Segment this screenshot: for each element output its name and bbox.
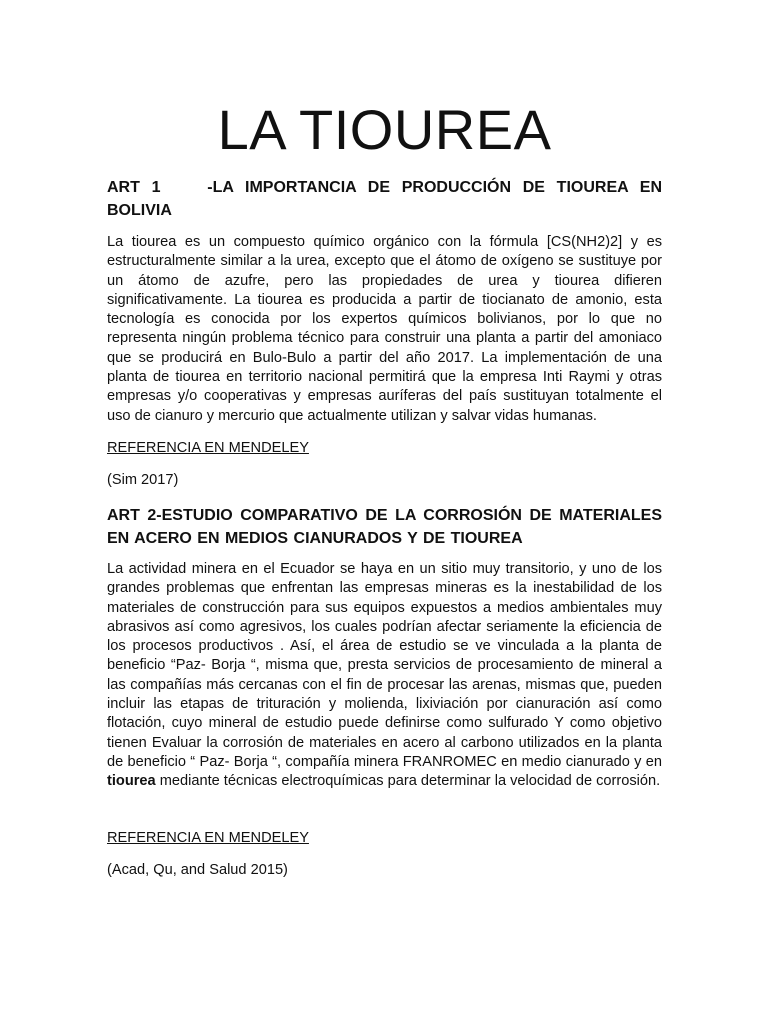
article-1-citation: (Sim 2017) <box>107 471 179 488</box>
article-1-reference-label: REFERENCIA EN MENDELEY <box>107 439 309 456</box>
article-2-body-bold-term: tiourea <box>107 773 156 790</box>
article-2-reference-label: REFERENCIA EN MENDELEY <box>107 829 309 846</box>
article-1-body: La tiourea es un compuesto químico orgánico con la fórmula [CS(NH2)2] y es estructuralmente similar a la urea, excepto que el átomo de oxígeno se sustituye por un átomo de azufre, pero las propiedades de urea y tiourea difieren significativamente. La tiourea es producida a partir de tiocianato de amonio, esta tecnología es conocida por los expertos químicos bolivianos, por lo que no representa ningún problema técnico para construir una planta a partir del amoniaco que se producirá en Bulo-Bulo a partir del año 2017. La implementación de una planta de tiourea en territorio nacional permitirá que la empresa Inti Raymi y otras empresas y/o cooperativas y empresas auríferas del país sustituyan totalmente el uso de cianuro y mercurio que actualmente utilizan y salvar vidas humanas. <box>107 234 662 424</box>
article-2-body-part-2: mediante técnicas electroquímicas para determinar la velocidad de corrosión. <box>155 773 661 790</box>
article-1-heading: ART 1 -LA IMPORTANCIA DE PRODUCCIÓN DE TIOUREA EN BOLIVIA <box>107 179 668 219</box>
article-2-body-part-1: La actividad minera en el Ecuador se haya en un sitio muy transitorio, y uno de los grandes problemas que enfrentan las empresas mineras es la inestabilidad de los materiales de construcción para sus equipos expuestos a medios ambientales muy abrasivos así como agresivos, los cuales podrían afectar seriamente la eficiencia de los procesos productivos . Así, el área de estudio se ve vinculada a la planta de beneficio “Paz- Borja “, misma que, presta servicios de procesamiento de mineral a las compañías más cercanas con el fin de procesar las arenas, mismas que, pueden incluir las etapas de trituración y molienda, lixiviación por cianuración así como flotación, cuyo mineral de estudio puede definirse como sulfurado Y como objetivo tienen Evaluar la corrosión de materiales en acero al carbono utilizados en la planta de beneficio “ Paz- Borja “, compañía minera FRANROMEC en medio cianurado y en <box>107 560 662 770</box>
article-2-body <box>107 560 662 792</box>
article-2-citation: (Acad, Qu, and Salud 2015) <box>107 861 288 878</box>
article-2-heading: ART 2-ESTUDIO COMPARATIVO DE LA CORROSIÓN DE MATERIALES EN ACERO EN MEDIOS CIANURADOS Y DE TIOUREA <box>107 506 662 547</box>
document-title: LA TIOUREA <box>217 98 552 161</box>
